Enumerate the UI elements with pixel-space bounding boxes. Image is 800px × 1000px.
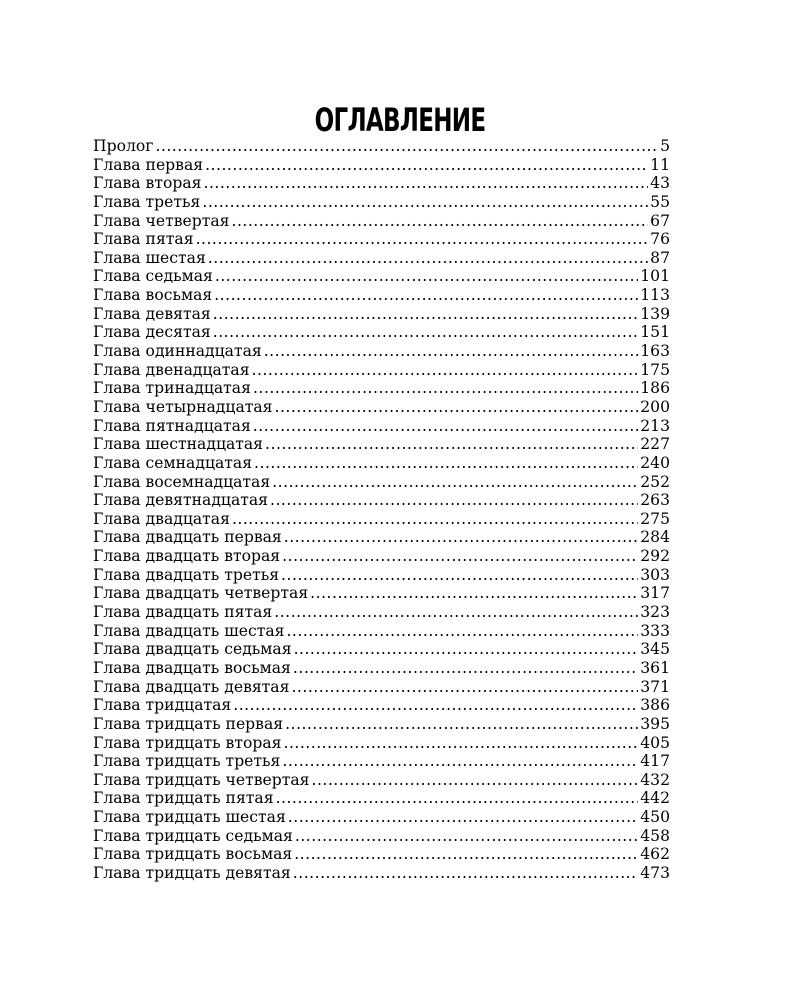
toc-entry xyxy=(93,827,670,846)
toc-entry-label: Глава тридцать седьмая xyxy=(93,826,293,845)
toc-entry-page-number: 292 xyxy=(640,547,670,566)
toc-dot-leader xyxy=(274,603,638,622)
toc-dot-leader xyxy=(203,174,648,193)
toc-entry-page-number: 417 xyxy=(640,752,670,771)
toc-dot-leader xyxy=(196,230,649,249)
toc-entry-page-number: 186 xyxy=(640,379,670,398)
toc-entry-page-number: 240 xyxy=(640,453,670,472)
toc-dot-leader xyxy=(310,584,638,603)
toc-dot-leader xyxy=(253,379,638,398)
toc-entry-label: Глава двадцать пятая xyxy=(93,603,273,622)
toc-entry xyxy=(93,249,670,268)
toc-dot-leader xyxy=(282,752,638,771)
toc-entry-label: Глава тридцать первая xyxy=(93,714,284,733)
toc-dot-leader xyxy=(208,249,648,268)
toc-entry-label: Глава тринадцатая xyxy=(93,379,251,398)
toc-dot-leader xyxy=(214,286,638,305)
toc-entry xyxy=(93,845,670,864)
toc-entry-label: Глава тридцать восьмая xyxy=(93,845,293,864)
toc-entry-page-number: 263 xyxy=(640,491,670,510)
toc-entry-page-number: 163 xyxy=(640,342,670,361)
toc-entry xyxy=(93,547,670,566)
toc-entry xyxy=(93,584,670,603)
table-of-contents xyxy=(93,137,670,883)
toc-entry xyxy=(93,230,670,249)
toc-entry-label: Глава двадцать шестая xyxy=(93,621,285,640)
toc-entry-label: Глава двадцать восьмая xyxy=(93,658,291,677)
toc-dot-leader xyxy=(293,864,638,883)
toc-entry-page-number: 200 xyxy=(640,397,670,416)
toc-entry-label: Глава седьмая xyxy=(93,267,213,286)
toc-entry-page-number: 227 xyxy=(640,435,670,454)
toc-entry-label: Глава пятая xyxy=(93,230,194,249)
toc-dot-leader xyxy=(252,361,639,380)
toc-entry xyxy=(93,137,670,156)
toc-dot-leader xyxy=(291,678,638,697)
toc-entry xyxy=(93,528,670,547)
toc-entry-label: Глава одиннадцатая xyxy=(93,342,262,361)
toc-entry-label: Глава девятая xyxy=(93,304,211,323)
toc-dot-leader xyxy=(276,789,639,808)
toc-entry xyxy=(93,491,670,510)
toc-entry-label: Глава тридцать вторая xyxy=(93,733,282,752)
toc-entry-label: Глава тридцатая xyxy=(93,696,232,715)
toc-entry xyxy=(93,659,670,678)
toc-entry-label: Глава восьмая xyxy=(93,286,213,305)
toc-entry xyxy=(93,678,670,697)
toc-entry-page-number: 371 xyxy=(640,677,670,696)
toc-entry xyxy=(93,864,670,883)
toc-dot-leader xyxy=(272,473,638,492)
toc-dot-leader xyxy=(294,640,639,659)
toc-entry-label: Глава семнадцатая xyxy=(93,453,253,472)
toc-entry xyxy=(93,473,670,492)
toc-dot-leader xyxy=(213,305,638,324)
toc-dot-leader xyxy=(286,622,638,641)
toc-dot-leader xyxy=(281,566,638,585)
toc-entry-label: Глава тридцать третья xyxy=(93,752,281,771)
toc-dot-leader xyxy=(293,659,638,678)
toc-entry xyxy=(93,379,670,398)
toc-dot-leader xyxy=(253,417,638,436)
toc-entry-label: Глава пятнадцатая xyxy=(93,416,251,435)
toc-dot-leader xyxy=(288,808,638,827)
toc-entry xyxy=(93,267,670,286)
toc-entry xyxy=(93,752,670,771)
toc-dot-leader xyxy=(155,137,658,156)
toc-entry-page-number: 87 xyxy=(650,248,670,267)
toc-entry-page-number: 323 xyxy=(640,603,670,622)
toc-entry xyxy=(93,808,670,827)
toc-dot-leader xyxy=(295,827,638,846)
toc-entry-label: Глава двадцать девятая xyxy=(93,677,290,696)
toc-dot-leader xyxy=(205,156,648,175)
toc-entry-label: Глава двадцать вторая xyxy=(93,547,281,566)
toc-entry xyxy=(93,398,670,417)
toc-entry-page-number: 76 xyxy=(650,230,670,249)
toc-dot-leader xyxy=(283,734,638,753)
toc-entry-page-number: 333 xyxy=(640,621,670,640)
toc-entry xyxy=(93,734,670,753)
toc-entry-page-number: 113 xyxy=(640,286,670,305)
toc-entry xyxy=(93,212,670,231)
toc-entry-label: Глава восемнадцатая xyxy=(93,472,271,491)
toc-entry-label: Глава шестая xyxy=(93,248,206,267)
toc-dot-leader xyxy=(264,342,639,361)
toc-entry xyxy=(93,789,670,808)
toc-entry-page-number: 275 xyxy=(640,509,670,528)
toc-dot-leader xyxy=(254,454,638,473)
toc-entry-page-number: 303 xyxy=(640,565,670,584)
toc-entry xyxy=(93,510,670,529)
toc-entry xyxy=(93,715,670,734)
toc-dot-leader xyxy=(311,771,638,790)
toc-entry-label: Глава тридцать шестая xyxy=(93,808,286,827)
toc-entry-page-number: 395 xyxy=(640,714,670,733)
toc-entry-page-number: 151 xyxy=(640,323,670,342)
toc-entry-page-number: 175 xyxy=(640,360,670,379)
toc-entry-page-number: 473 xyxy=(640,863,670,882)
toc-entry-label: Глава вторая xyxy=(93,174,202,193)
toc-dot-leader xyxy=(284,528,638,547)
toc-entry xyxy=(93,417,670,436)
toc-entry-page-number: 386 xyxy=(640,696,670,715)
toc-entry-page-number: 11 xyxy=(650,155,670,174)
toc-entry-label: Глава девятнадцатая xyxy=(93,491,269,510)
toc-dot-leader xyxy=(231,212,648,231)
toc-entry xyxy=(93,454,670,473)
toc-entry-page-number: 101 xyxy=(640,267,670,286)
toc-entry-label: Глава двадцать третья xyxy=(93,565,280,584)
toc-entry-page-number: 252 xyxy=(640,472,670,491)
toc-entry-label: Глава четвертая xyxy=(93,211,230,230)
toc-dot-leader xyxy=(285,715,638,734)
toc-entry xyxy=(93,156,670,175)
toc-entry-label: Глава двадцать первая xyxy=(93,528,282,547)
toc-dot-leader xyxy=(233,696,638,715)
toc-dot-leader xyxy=(213,323,639,342)
toc-entry-label: Пролог xyxy=(93,137,154,155)
toc-entry-page-number: 317 xyxy=(640,584,670,603)
toc-entry-page-number: 450 xyxy=(640,808,670,827)
toc-entry-page-number: 43 xyxy=(650,174,670,193)
toc-entry-page-number: 442 xyxy=(640,789,670,808)
toc-entry xyxy=(93,342,670,361)
toc-entry-page-number: 462 xyxy=(640,845,670,864)
toc-dot-leader xyxy=(294,845,638,864)
toc-entry-page-number: 5 xyxy=(660,137,670,155)
toc-entry-page-number: 55 xyxy=(650,192,670,211)
toc-entry xyxy=(93,286,670,305)
toc-entry xyxy=(93,305,670,324)
toc-entry xyxy=(93,193,670,212)
toc-dot-leader xyxy=(265,435,638,454)
toc-dot-leader xyxy=(275,398,639,417)
toc-entry-label: Глава двенадцатая xyxy=(93,360,250,379)
toc-entry-page-number: 67 xyxy=(650,211,670,230)
toc-entry-page-number: 405 xyxy=(640,733,670,752)
toc-entry xyxy=(93,566,670,585)
toc-entry-label: Глава шестнадцатая xyxy=(93,435,264,454)
toc-entry-label: Глава двадцать седьмая xyxy=(93,640,292,659)
toc-entry xyxy=(93,696,670,715)
toc-dot-leader xyxy=(232,510,638,529)
toc-entry-label: Глава первая xyxy=(93,155,204,174)
toc-entry xyxy=(93,435,670,454)
toc-entry-label: Глава тридцать четвертая xyxy=(93,770,310,789)
page-title: ОГЛАВЛЕНИЕ xyxy=(314,101,486,139)
toc-dot-leader xyxy=(202,193,648,212)
toc-entry-label: Глава четырнадцатая xyxy=(93,397,273,416)
toc-entry-label: Глава десятая xyxy=(93,323,211,342)
toc-dot-leader xyxy=(270,491,638,510)
toc-entry-page-number: 458 xyxy=(640,826,670,845)
toc-entry xyxy=(93,603,670,622)
toc-entry-page-number: 361 xyxy=(640,658,670,677)
toc-entry xyxy=(93,640,670,659)
toc-dot-leader xyxy=(215,267,638,286)
toc-entry-label: Глава двадцать четвертая xyxy=(93,584,309,603)
toc-entry-label: Глава третья xyxy=(93,192,201,211)
toc-entry xyxy=(93,323,670,342)
toc-entry-label: Глава тридцать девятая xyxy=(93,863,291,882)
toc-entry xyxy=(93,174,670,193)
toc-entry-page-number: 345 xyxy=(640,640,670,659)
toc-entry-label: Глава тридцать пятая xyxy=(93,789,274,808)
toc-entry xyxy=(93,622,670,641)
toc-entry xyxy=(93,771,670,790)
toc-entry-page-number: 284 xyxy=(640,528,670,547)
toc-entry-page-number: 432 xyxy=(640,770,670,789)
toc-dot-leader xyxy=(282,547,638,566)
toc-entry-page-number: 213 xyxy=(640,416,670,435)
toc-entry-page-number: 139 xyxy=(640,304,670,323)
toc-entry-label: Глава двадцатая xyxy=(93,509,230,528)
toc-entry xyxy=(93,361,670,380)
